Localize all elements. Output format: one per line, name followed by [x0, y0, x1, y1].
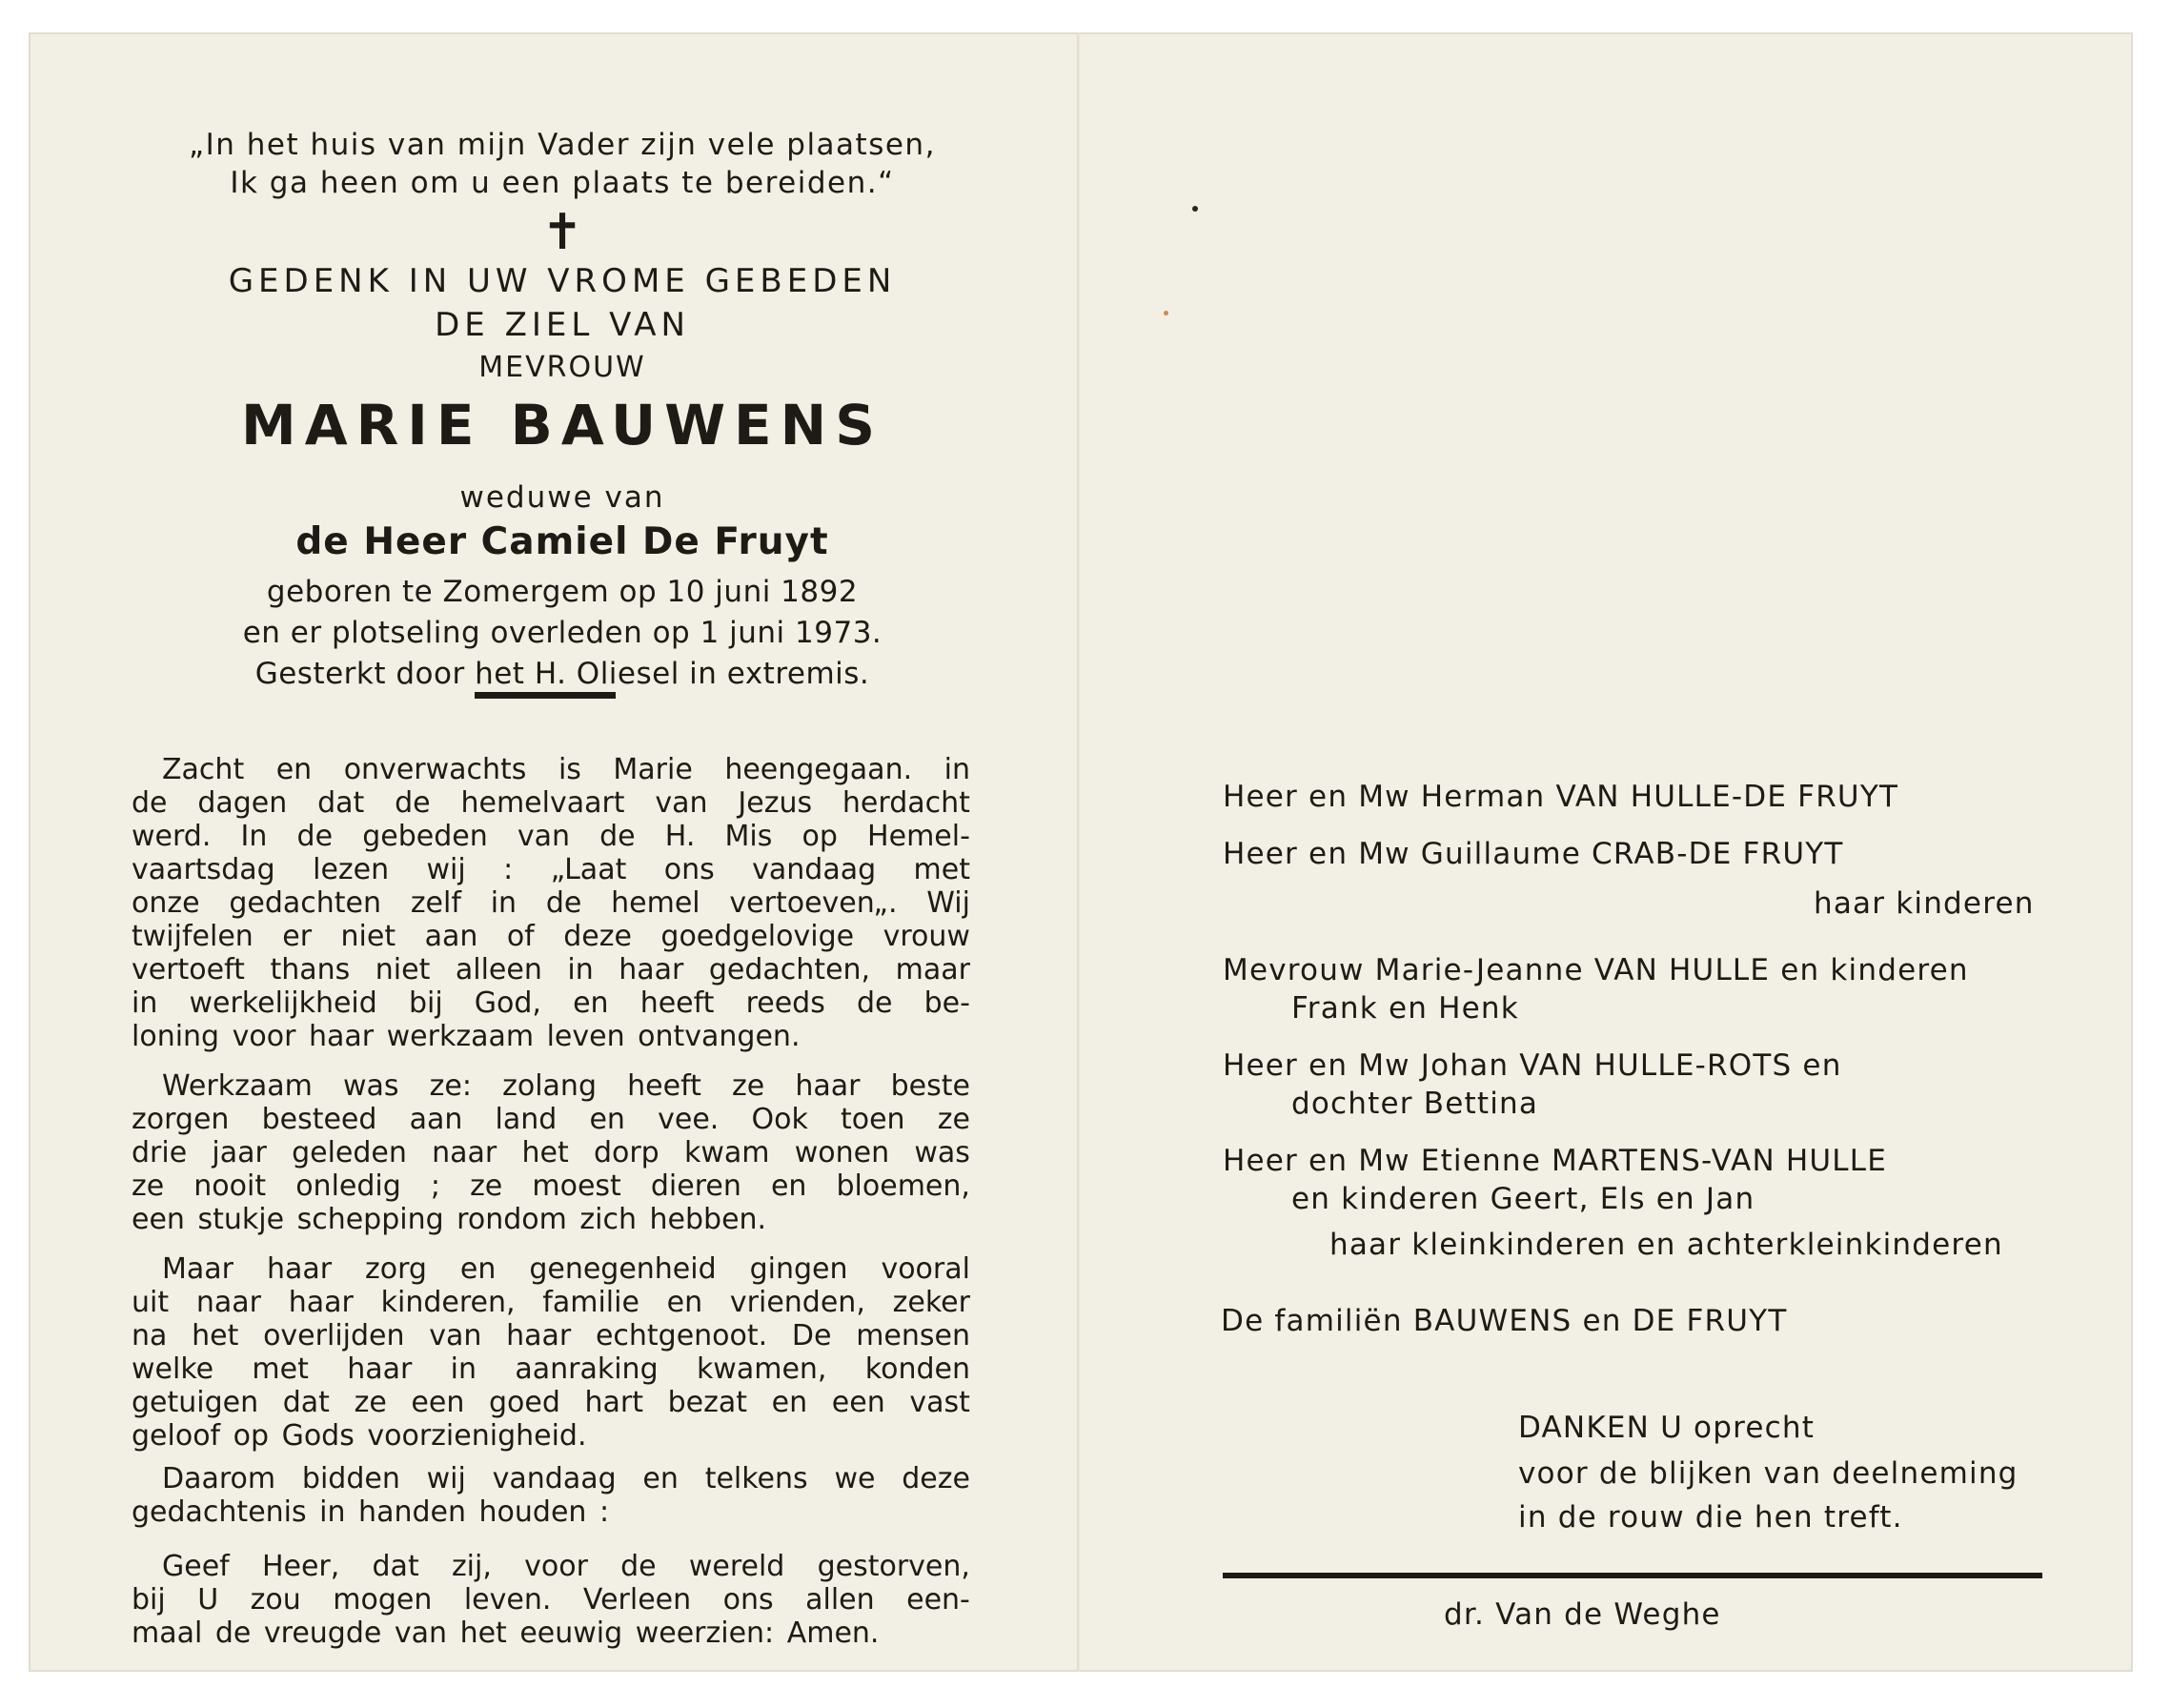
eulogy-line: bij U zou mogen leven. Verleen ons allen een-: [132, 1583, 970, 1616]
eulogy-line: ze nooit onledig ; ze moest dieren en bloemen,: [132, 1169, 970, 1203]
right-page: [1080, 32, 2133, 1672]
eulogy-line: maal de vreugde van het eeuwig weerzien: Amen.: [132, 1616, 880, 1650]
deceased-name: MARIE BAUWENS: [241, 393, 883, 458]
eulogy-line: Werkzaam was ze: zolang heeft ze haar beste: [162, 1069, 970, 1103]
eulogy-line: zorgen besteed aan land en vee. Ook toen ze: [132, 1103, 970, 1136]
bible-quote-line-2: Ik ga heen om u een plaats te bereiden.“: [230, 166, 895, 200]
eulogy-line: Daarom bidden wij vandaag en telkens we deze: [162, 1462, 970, 1495]
eulogy-line: Geef Heer, dat zij, voor de wereld gestorven,: [162, 1550, 970, 1583]
family-line-3b: Frank en Henk: [1291, 991, 1519, 1026]
birth-info: geboren te Zomergem op 10 juni 1892: [266, 575, 859, 609]
heading-line-2: DE ZIEL VAN: [435, 306, 690, 344]
divider: [475, 692, 616, 699]
thanks-line-1: DANKEN U oprecht: [1518, 1411, 1816, 1445]
grandchildren-label: haar kleinkinderen en achterkleinkinderen: [1329, 1228, 2003, 1262]
eulogy-line: uit naar haar kinderen, familie en vrienden, zeker: [132, 1286, 970, 1319]
eulogy-paragraph: [132, 1462, 970, 1529]
eulogy-paragraph: [132, 753, 970, 1053]
speck: [1192, 206, 1198, 212]
speck: [1164, 311, 1168, 315]
eulogy-line: gedachtenis in handen houden :: [132, 1495, 610, 1529]
family-line-5b: en kinderen Geert, Els en Jan: [1291, 1182, 1755, 1216]
eulogy-paragraph: [132, 1550, 970, 1650]
bible-quote-line-1: „In het huis van mijn Vader zijn vele plaatsen,: [189, 128, 936, 162]
family-line-3: Mevrouw Marie-Jeanne VAN HULLE en kinderen: [1223, 953, 1969, 987]
eulogy-line: vaartsdag lezen wij : „Laat ons vandaag met: [132, 853, 970, 886]
family-line-1: Heer en Mw Herman VAN HULLE-DE FRUYT: [1223, 780, 1899, 814]
thanks-line-2: voor de blijken van deelneming: [1518, 1456, 2019, 1491]
eulogy-line: loning voor haar werkzaam leven ontvangen.: [132, 1020, 801, 1053]
eulogy-line: Zacht en onverwachts is Marie heengegaan. in: [162, 753, 970, 786]
families-line: De familiën BAUWENS en DE FRUYT: [1221, 1304, 1788, 1338]
heading-line-1: GEDENK IN UW VROME GEBEDEN: [228, 262, 897, 300]
left-page: [29, 32, 1077, 1672]
eulogy-line: twijfelen er niet aan of deze goedgelovige vrouw: [132, 920, 970, 953]
eulogy-line: geloof op Gods voorzienigheid.: [132, 1419, 587, 1453]
family-line-4b: dochter Bettina: [1291, 1087, 1539, 1121]
widow-of-label: weduwe van: [459, 480, 665, 515]
cross-icon: ✝: [541, 204, 583, 261]
eulogy-line: een stukje schepping rondom zich hebben.: [132, 1203, 767, 1236]
death-info: en er plotseling overleden op 1 juni 1973.: [242, 616, 883, 650]
eulogy-paragraph: [132, 1069, 970, 1236]
eulogy-line: in werkelijkheid bij God, en heeft reeds de be-: [132, 986, 970, 1020]
sacrament-info: Gesterkt door het H. Oliesel in extremis.: [254, 657, 870, 691]
eulogy-line: werd. In de gebeden van de H. Mis op Hemel-: [132, 820, 970, 853]
eulogy-line: vertoeft thans niet alleen in haar gedachten, maar: [132, 953, 970, 986]
family-line-4: Heer en Mw Johan VAN HULLE-ROTS en: [1223, 1048, 1842, 1083]
divider: [1223, 1573, 2042, 1578]
eulogy-line: drie jaar geleden naar het dorp kwam wonen was: [132, 1136, 970, 1169]
printer-credit: dr. Van de Weghe: [1444, 1597, 1721, 1632]
memorial-card: [29, 32, 2133, 1672]
eulogy-line: getuigen dat ze een goed hart bezat en een vast: [132, 1386, 970, 1419]
children-label: haar kinderen: [1814, 886, 2035, 921]
eulogy-line: onze gedachten zelf in de hemel vertoeven„. Wij: [132, 886, 970, 920]
thanks-line-3: in de rouw die hen treft.: [1518, 1500, 1903, 1535]
family-line-2: Heer en Mw Guillaume CRAB-DE FRUYT: [1223, 837, 1844, 871]
eulogy-line: na het overlijden van haar echtgenoot. De mensen: [132, 1319, 970, 1352]
eulogy-line: de dagen dat de hemelvaart van Jezus herdacht: [132, 786, 970, 820]
heading-line-3: MEVROUW: [478, 351, 646, 384]
eulogy-line: welke met haar in aanraking kwamen, konden: [132, 1352, 970, 1386]
husband-name: de Heer Camiel De Fruyt: [295, 520, 829, 563]
family-line-5: Heer en Mw Etienne MARTENS-VAN HULLE: [1223, 1144, 1888, 1178]
eulogy-line: Maar haar zorg en genegenheid gingen vooral: [162, 1252, 970, 1286]
eulogy-paragraph: [132, 1252, 970, 1453]
